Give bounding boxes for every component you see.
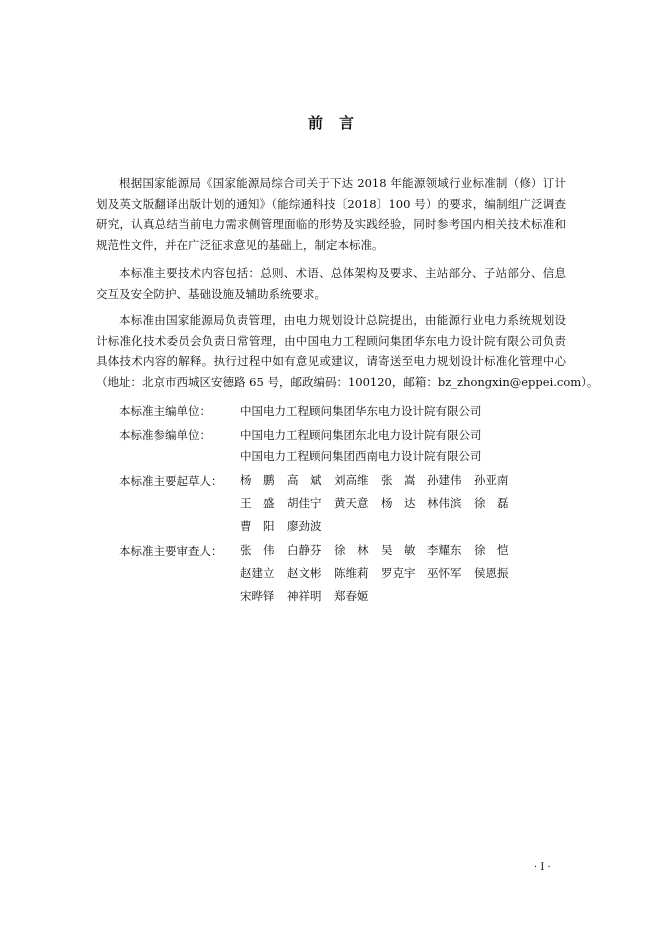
- person-name: 罗克宇: [381, 566, 416, 580]
- person-name: 徐 恺: [474, 543, 509, 557]
- person-name: 林伟滨: [427, 496, 462, 510]
- person-name: 刘高维: [334, 473, 369, 487]
- person-name: 李耀东: [427, 543, 462, 557]
- person-name: 徐 林: [334, 543, 369, 557]
- paragraph-line: （地址：北京市西城区安德路 65 号，邮政编码：100120，邮箱：bz_zhongxin@eppei.com）。: [96, 374, 599, 389]
- paragraph-1: [96, 173, 566, 255]
- person-name: 郑春姬: [334, 589, 369, 603]
- person-name: 孙亚南: [474, 473, 509, 487]
- person-name: 吴 敏: [381, 543, 416, 557]
- person-name: 高 斌: [287, 473, 322, 487]
- person-name: 曹 阳: [240, 519, 275, 533]
- paragraph-line: 计标准化技术委员会负责日常管理，由中国电力工程顾问集团华东电力设计院有限公司负责: [96, 333, 566, 348]
- participating-editor-value: 中国电力工程顾问集团东北电力设计院有限公司: [240, 428, 482, 442]
- paragraph-line: 规范性文件，并在广泛征求意见的基础上，制定本标准。: [96, 237, 384, 252]
- participating-editor-label: 本标准参编单位：: [119, 428, 211, 442]
- paragraph-line: 本标准由国家能源局负责管理，由电力规划设计总院提出，由能源行业电力系统规划设: [119, 313, 566, 327]
- chief-editor-value: 中国电力工程顾问集团华东电力设计院有限公司: [240, 404, 482, 418]
- paragraph-line: 划及英文版翻译出版计划的通知》（能综通科技〔2018〕100 号）的要求，编制组广泛调查: [96, 196, 566, 211]
- person-name: 赵文彬: [287, 566, 322, 580]
- reviewers-label: 本标准主要审查人：: [119, 544, 223, 558]
- person-name: 徐 磊: [474, 496, 509, 510]
- paragraph-line: 根据国家能源局《国家能源局综合司关于下达 2018 年能源领域行业标准制（修）订计: [119, 176, 566, 190]
- person-name: 黄天意: [334, 496, 369, 510]
- chief-editor-label: 本标准主编单位：: [119, 404, 211, 418]
- person-name: 杨 达: [381, 496, 416, 510]
- person-name: 杨 鹏: [240, 473, 275, 487]
- paragraph-3: [96, 310, 599, 392]
- person-name: 宋晔铎: [240, 589, 275, 603]
- person-name: 陈维莉: [334, 566, 369, 580]
- person-name: 王 盛: [240, 496, 275, 510]
- person-name: 赵建立: [240, 566, 275, 580]
- title-char-1: 前: [307, 114, 323, 132]
- person-name: 胡佳宁: [287, 496, 322, 510]
- person-name: 孙建伟: [427, 473, 462, 487]
- person-name: 侯恩振: [474, 566, 509, 580]
- person-name: 巫怀军: [427, 566, 462, 580]
- person-name: 廖劲波: [287, 519, 322, 533]
- person-name: 神祥明: [287, 589, 322, 603]
- drafters-label: 本标准主要起草人：: [119, 474, 223, 488]
- person-name: 白静芬: [287, 543, 322, 557]
- page-number: · I ·: [534, 862, 551, 873]
- page-title: [0, 112, 662, 133]
- participating-editor-value: 中国电力工程顾问集团西南电力设计院有限公司: [240, 449, 482, 463]
- paragraph-line: 交互及安全防护、基础设施及辅助系统要求。: [96, 286, 326, 301]
- person-name: 张 伟: [240, 543, 275, 557]
- person-name: 张 嵩: [381, 473, 416, 487]
- paragraph-line: 研究，认真总结当前电力需求侧管理面临的形势及实践经验，同时参考国内相关技术标准和: [96, 217, 566, 231]
- paragraph-line: 本标准主要技术内容包括：总则、术语、总体架构及要求、主站部分、子站部分、信息: [119, 266, 566, 280]
- paragraph-line: 具体技术内容的解释。执行过程中如有意见或建议，请寄送至电力规划设计标准化管理中心: [96, 354, 566, 368]
- paragraph-2: [96, 263, 566, 304]
- title-char-2: 言: [339, 114, 355, 132]
